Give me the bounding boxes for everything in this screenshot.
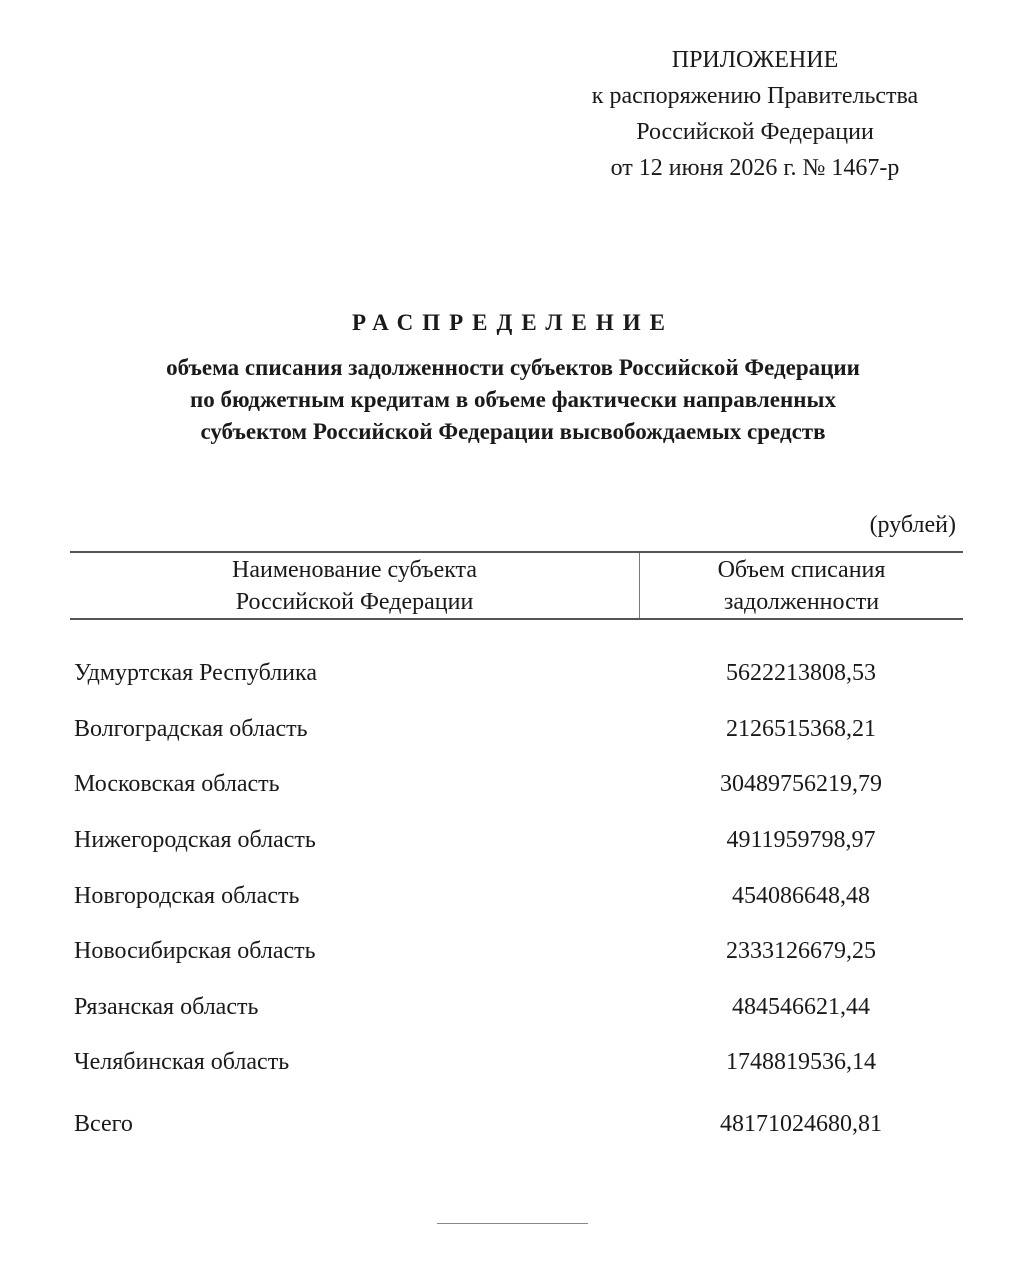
row-writeoff-value: 4911959798,97 bbox=[726, 827, 876, 854]
table-body bbox=[70, 646, 963, 1152]
subtitle-line-3: субъектом Российской Федерации высвобождаемых средств bbox=[200, 419, 826, 444]
appendix-heading: ПРИЛОЖЕНИЕ bbox=[671, 47, 839, 73]
subtitle-line-1: объема списания задолженности субъектов Российской Федерации bbox=[166, 355, 860, 380]
units-label: (рублей) bbox=[869, 512, 956, 538]
appendix-block bbox=[530, 42, 980, 186]
table-row bbox=[70, 813, 963, 869]
row-writeoff-value: 484546621,44 bbox=[732, 993, 870, 1020]
table-row bbox=[70, 757, 963, 813]
header-name-line-2: Российской Федерации bbox=[235, 588, 474, 615]
table-row-total bbox=[70, 1097, 963, 1153]
row-subject-name: Удмуртская Республика bbox=[74, 660, 317, 687]
row-writeoff-value: 30489756219,79 bbox=[720, 771, 882, 798]
row-subject-name: Челябинская область bbox=[74, 1049, 290, 1076]
row-subject-name: Новгородская область bbox=[74, 882, 300, 909]
total-value: 48171024680,81 bbox=[720, 1111, 882, 1138]
table-row bbox=[70, 646, 963, 702]
end-divider bbox=[437, 1223, 588, 1224]
row-writeoff-value: 5622213808,53 bbox=[726, 660, 876, 687]
header-name-line-1: Наименование субъекта bbox=[232, 556, 477, 583]
row-subject-name: Волгоградская область bbox=[74, 715, 308, 742]
header-writeoff-volume bbox=[640, 553, 963, 618]
row-subject-name: Нижегородская область bbox=[74, 827, 316, 854]
row-subject-name: Московская область bbox=[74, 771, 280, 798]
document-subtitle bbox=[40, 352, 986, 448]
table-header bbox=[70, 551, 963, 620]
row-writeoff-value: 454086648,48 bbox=[732, 882, 870, 909]
appendix-line-3: от 12 июня 2026 г. № 1467-р bbox=[610, 155, 900, 181]
row-writeoff-value: 2126515368,21 bbox=[726, 715, 876, 742]
row-subject-name: Новосибирская область bbox=[74, 938, 316, 965]
header-subject-name bbox=[70, 553, 640, 618]
row-subject-name: Рязанская область bbox=[74, 993, 259, 1020]
document-title: РАСПРЕДЕЛЕНИЕ bbox=[352, 310, 674, 335]
total-label: Всего bbox=[74, 1111, 133, 1138]
distribution-table bbox=[70, 551, 963, 1152]
table-row bbox=[70, 702, 963, 758]
table-row bbox=[70, 924, 963, 980]
appendix-line-2: Российской Федерации bbox=[636, 119, 874, 145]
table-row bbox=[70, 1035, 963, 1091]
header-value-line-2: задолженности bbox=[723, 588, 880, 615]
table-row bbox=[70, 980, 963, 1036]
appendix-line-1: к распоряжению Правительства bbox=[591, 83, 919, 109]
header-value-line-1: Объем списания bbox=[717, 556, 886, 583]
row-writeoff-value: 1748819536,14 bbox=[726, 1049, 876, 1076]
table-row bbox=[70, 868, 963, 924]
row-writeoff-value: 2333126679,25 bbox=[726, 938, 876, 965]
subtitle-line-2: по бюджетным кредитам в объеме фактически направленных bbox=[190, 387, 836, 412]
